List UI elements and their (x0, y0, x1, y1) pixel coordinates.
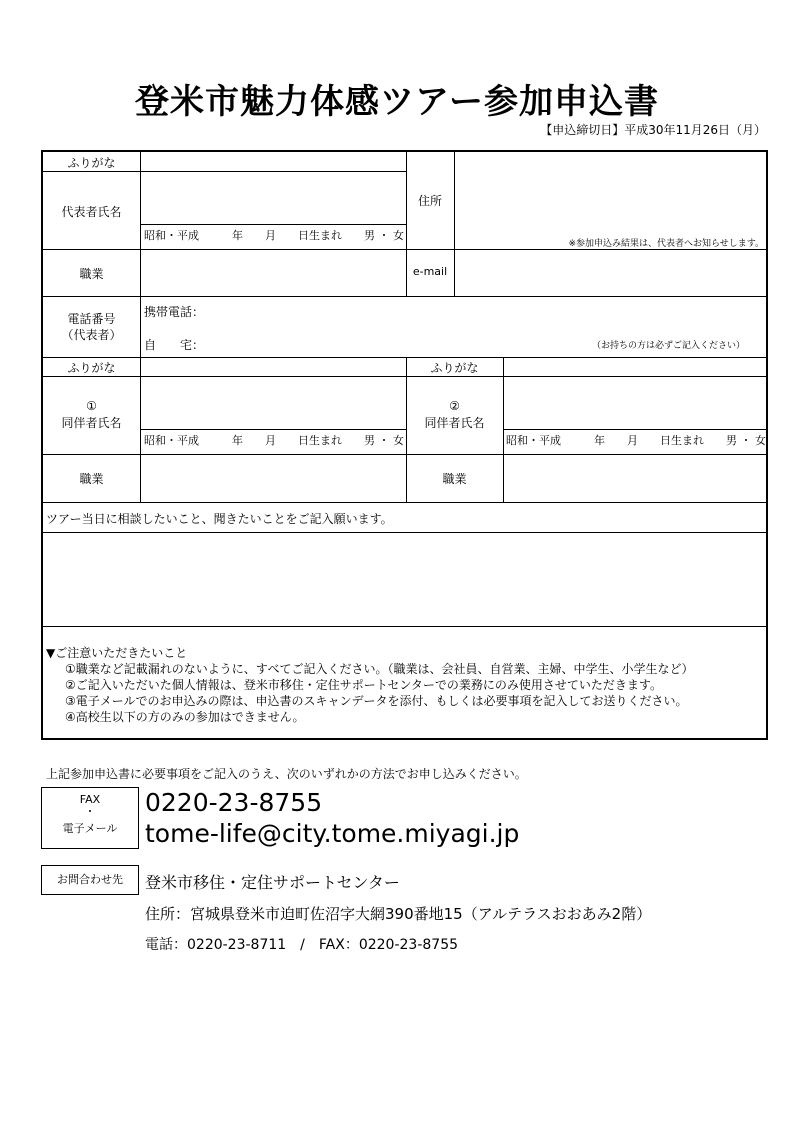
birth-line: 昭和・平成 年 月 日生まれ 男 ・ 女 (144, 434, 404, 447)
separator-dot: ・ (84, 805, 96, 818)
note-item: ①職業など記載漏れのないように、すべてご記入ください。（職業は、会社員、自営業、主婦、中学生、小学生など） (65, 662, 694, 676)
result-note: ※参加申込み結果は、代表者へお知らせします。 (568, 239, 764, 249)
companion2-number: ② (449, 399, 460, 413)
email-address[interactable]: tome-life@city.tome.miyagi.jp (145, 819, 520, 848)
org-phones: 電話：0220-23-8711 / FAX：0220-23-8755 (145, 937, 459, 953)
note-item: ③電子メールでのお申込みの際は、申込書のスキャンデータを添付、もしくは必要事項を記入してお送りください。 (65, 694, 688, 708)
application-form (41, 150, 768, 740)
notes-heading: ▼ご注意いただきたいこと (46, 646, 188, 660)
companion1-name-label: 同伴者氏名 (61, 416, 122, 430)
email-label: e-mail (412, 265, 448, 278)
occupation-label: 職業 (79, 472, 104, 486)
org-name: 登米市移住・定住サポートセンター (145, 873, 400, 892)
companion2-name-label: 同伴者氏名 (424, 416, 485, 430)
email-label: 電子メール (62, 822, 118, 835)
furigana-label: ふりがな (67, 361, 116, 375)
furigana-label: ふりがな (67, 156, 116, 170)
fax-email-box (41, 787, 139, 849)
phone-label-sub: （代表者） (61, 328, 122, 342)
phone-label: 電話番号 (67, 312, 116, 326)
inquiry-label: お問合わせ先 (41, 865, 139, 895)
note-item: ④高校生以下の方のみの参加はできません。 (65, 710, 305, 724)
address-label: 住所 (417, 194, 442, 208)
furigana-label: ふりがな (430, 361, 479, 375)
consult-label: ツアー当日に相談したいこと、聞きたいことをご記入願います。 (46, 512, 393, 526)
companion1-number: ① (86, 399, 97, 413)
note-item: ②ご記入いただいた個人情報は、登米市移住・定住サポートセンターでの業務にのみ使用させていただきます。 (65, 678, 662, 692)
mobile-label: 携帯電話： (144, 305, 205, 319)
home-phone-label: 自 宅： (144, 338, 205, 352)
instruction-text: 上記参加申込書に必要事項をご記入のうえ、次のいずれかの方法でお申し込みください。 (46, 767, 527, 781)
occupation-label: 職業 (442, 472, 467, 486)
deadline-text: 【申込締切日】平成30年11月26日（月） (540, 123, 766, 137)
birth-line: 昭和・平成 年 月 日生まれ 男 ・ 女 (506, 434, 766, 447)
occupation-label: 職業 (79, 267, 104, 281)
rep-name-label: 代表者氏名 (61, 205, 122, 219)
fax-number: 0220-23-8755 (145, 788, 323, 817)
org-address: 住所：宮城県登米市迫町佐沼字大網390番地15（アルテラスおおあみ2階） (145, 905, 652, 923)
birth-line: 昭和・平成 年 月 日生まれ 男 ・ 女 (144, 229, 404, 242)
mobile-note: （お持ちの方は必ずご記入ください） (592, 341, 746, 351)
page-title: 登米市魅力体感ツアー参加申込書 (135, 82, 659, 122)
fax-label: FAX (79, 793, 101, 806)
